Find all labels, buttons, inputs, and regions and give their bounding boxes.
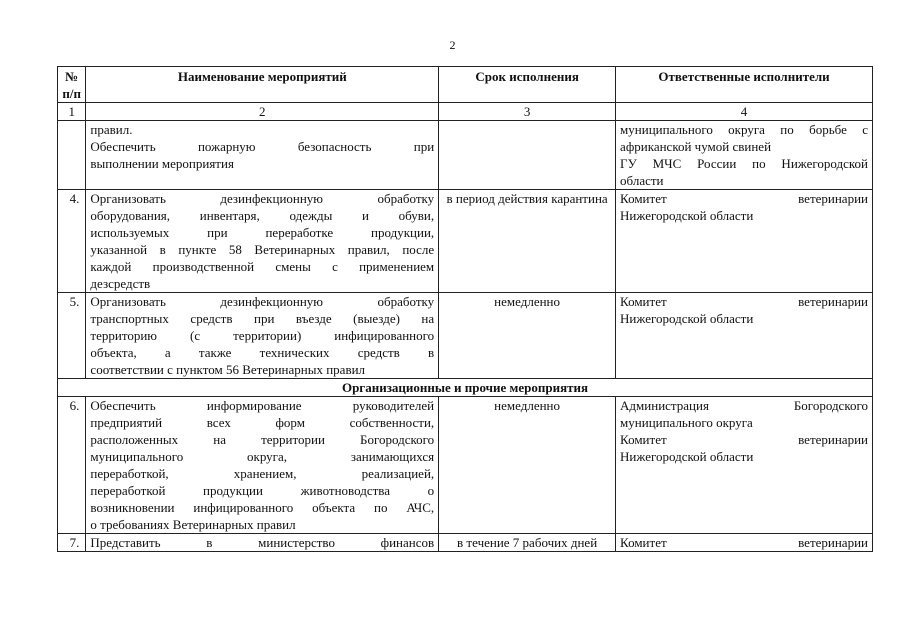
- column-index-row: [58, 103, 873, 121]
- measure-line: соответствии с пунктом 56 Ветеринарных правил: [90, 362, 366, 377]
- measure-line: предприятий всех форм собственности,: [90, 415, 435, 430]
- measure-line: используемых при переработке продукции,: [90, 225, 435, 240]
- row-term: в период действия карантина: [439, 190, 616, 293]
- responsible-line: Комитет ветеринарии: [620, 294, 868, 309]
- row-number: 6.: [58, 397, 86, 534]
- measure-line: Обеспечить пожарную безопасность при: [90, 139, 435, 154]
- measure-line: расположенных на территории Богородского: [90, 432, 435, 447]
- row-measure: [86, 190, 439, 293]
- header-num: № п/п: [58, 67, 86, 103]
- header-name: Наименование мероприятий: [86, 67, 439, 103]
- measure-line: оборудования, инвентаря, одежды и обуви,: [90, 208, 435, 223]
- row-responsible: [616, 121, 873, 190]
- responsible-line: области: [620, 173, 664, 188]
- measures-table: [57, 66, 873, 552]
- row-term: немедленно: [439, 293, 616, 379]
- index-cell: 4: [616, 103, 873, 121]
- row-term: в течение 7 рабочих дней: [439, 534, 616, 552]
- responsible-line: Комитет ветеринарии: [620, 432, 868, 447]
- measure-line: возникновении инфицированного объекта по АЧС,: [90, 500, 435, 515]
- header-term: Срок исполнения: [439, 67, 616, 103]
- row-number: 7.: [58, 534, 86, 552]
- measure-line: Обеспечить информирование руководителей: [90, 398, 435, 413]
- responsible-line: Нижегородской области: [620, 208, 754, 223]
- measure-line: каждой производственной смены с применением: [90, 259, 435, 274]
- row-responsible: [616, 397, 873, 534]
- responsible-line: Комитет ветеринарии: [620, 535, 868, 550]
- index-cell: 3: [439, 103, 616, 121]
- row-term: [439, 121, 616, 190]
- table-row: [58, 397, 873, 534]
- responsible-line: муниципального округа по борьбе с: [620, 122, 868, 137]
- measure-line: переработкой продукции животноводства о: [90, 483, 435, 498]
- row-number: 4.: [58, 190, 86, 293]
- responsible-line: Администрация Богородского: [620, 398, 868, 413]
- measure-line: транспортных средств при въезде (выезде) на: [90, 311, 435, 326]
- index-cell: 1: [58, 103, 86, 121]
- measure-line: выполнении мероприятия: [90, 156, 234, 171]
- header-responsible: Ответственные исполнители: [616, 67, 873, 103]
- measure-line: территорию (с территории) инфицированного: [90, 328, 435, 343]
- measure-line: о требованиях Ветеринарных правил: [90, 517, 296, 532]
- row-term: немедленно: [439, 397, 616, 534]
- section-title: Организационные и прочие мероприятия: [58, 379, 873, 397]
- measure-line: переработкой, хранением, реализацией,: [90, 466, 435, 481]
- table-row: [58, 293, 873, 379]
- row-responsible: [616, 293, 873, 379]
- responsible-line: африканской чумой свиней: [620, 139, 772, 154]
- measure-line: муниципального округа, занимающихся: [90, 449, 435, 464]
- responsible-line: Нижегородской области: [620, 311, 754, 326]
- measure-line: правил.: [90, 122, 133, 137]
- measure-line: объекта, а также технических средств в: [90, 345, 435, 360]
- row-number: 5.: [58, 293, 86, 379]
- measure-line: Организовать дезинфекционную обработку: [90, 191, 435, 206]
- responsible-line: Нижегородской области: [620, 449, 754, 464]
- page-number: 2: [449, 38, 456, 52]
- measure-line: Представить в министерство финансов: [90, 535, 435, 550]
- row-responsible: [616, 534, 873, 552]
- measure-line: дезсредств: [90, 276, 151, 291]
- row-responsible: [616, 190, 873, 293]
- measure-line: указанной в пункте 58 Ветеринарных правил, после: [90, 242, 435, 257]
- responsible-line: ГУ МЧС России по Нижегородской: [620, 156, 868, 171]
- responsible-line: муниципального округа: [620, 415, 753, 430]
- row-measure: [86, 293, 439, 379]
- table-row: [58, 534, 873, 552]
- section-header-row: [58, 379, 873, 397]
- row-number: [58, 121, 86, 190]
- row-measure: [86, 534, 439, 552]
- table-header-row: [58, 67, 873, 103]
- measure-line: Организовать дезинфекционную обработку: [90, 294, 435, 309]
- table-row: [58, 121, 873, 190]
- row-measure: [86, 397, 439, 534]
- table-row: [58, 190, 873, 293]
- index-cell: 2: [86, 103, 439, 121]
- row-measure: [86, 121, 439, 190]
- responsible-line: Комитет ветеринарии: [620, 191, 868, 206]
